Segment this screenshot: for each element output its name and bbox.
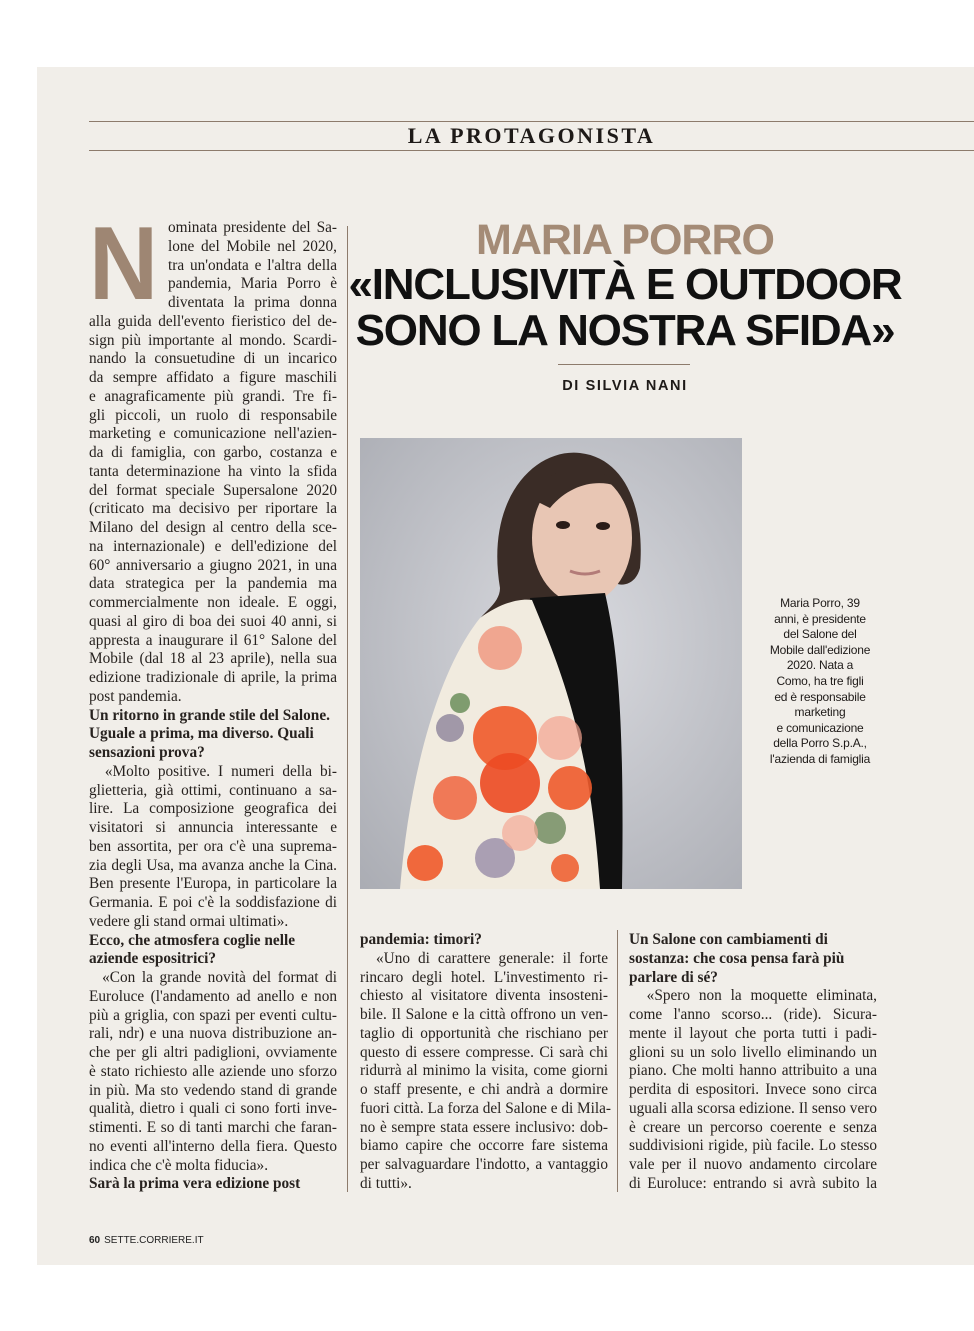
headline-kicker: MARIA PORRO (476, 216, 774, 264)
body-paragraph (89, 219, 337, 707)
photo-caption (755, 596, 885, 768)
text-line: ridurrà al minimo la visita, come giorni (360, 1062, 608, 1080)
portrait-photo (360, 438, 742, 889)
text-line: pandemia, Maria Porro è (168, 275, 337, 293)
body-paragraph (89, 969, 337, 1175)
caption-line: l'azienda di famiglia (769, 751, 871, 766)
body-paragraph (629, 987, 877, 1193)
caption-line: Como, ha tre figli (776, 673, 864, 688)
interview-question (89, 707, 337, 763)
text-line: no è sempre stata essere inclusivo: dob- (360, 1118, 608, 1136)
column-rule (347, 226, 348, 1192)
text-line: tra un'ondata e l'altra della (168, 256, 337, 274)
interview-question (629, 931, 877, 987)
text-line: no eventi all'interno della fiera. Questo (89, 1137, 337, 1155)
text-line: glioni su un solo livello eliminando un (629, 1043, 877, 1061)
page-number: 60 (89, 1235, 101, 1246)
text-line: taglio di opportunità che rischiano per (360, 1024, 608, 1042)
text-line: che per gli altri padiglioni, ovviamente (89, 1044, 337, 1061)
text-column-right (629, 931, 877, 1194)
text-line: Ecco, che atmosfera coglie nelle (89, 931, 296, 949)
text-line: diventata la prima donna (168, 294, 337, 311)
page-footer (89, 1235, 204, 1246)
body-paragraph (360, 949, 612, 1194)
text-line: chiesto al visitatore diventa insosteni- (360, 987, 608, 1005)
text-line: zia degli Usa, ma avanza anche la Cina. (89, 856, 337, 874)
headline-line: SONO LA NOSTRA SFIDA» (355, 306, 895, 355)
text-line: ben assortita, per ora c'è una suprema- (89, 837, 337, 855)
text-line: perdita di espositori. Invece sono circa (629, 1081, 877, 1098)
byline-divider (558, 364, 690, 365)
text-line: e anagraficamente più grandi. Tre fi- (89, 387, 337, 405)
caption-line: della Porro S.p.A., (773, 736, 867, 751)
text-line: 60° anniversario a giugno 2021, in una (89, 556, 337, 574)
caption-line: Maria Porro, 39 (780, 596, 860, 610)
text-line: rincaro degli hotel. L'investimento ri- (360, 968, 608, 986)
section-label: LA PROTAGONISTA (407, 123, 656, 148)
text-line: alla guida dell'evento fieristico del de- (89, 312, 337, 330)
text-line: in più. Ma sto vedendo stand di grande (89, 1081, 337, 1099)
text-line: nando la consuetudine di un incarico (89, 350, 337, 368)
text-line: lone del Mobile nel 2020, (168, 237, 337, 255)
text-line: «Molto positive. I numeri della bi- (89, 762, 337, 780)
text-line: vedere gli stand ormai ultimati». (89, 912, 289, 930)
text-line: Ben presente l'Europa, in particolare la (89, 875, 337, 893)
text-line: mente il layout che porta tutti i padi- (629, 1024, 877, 1042)
text-line: commercialmente non ideale. E oggi, (89, 594, 337, 611)
text-line: Germania. E poi c'è la soddisfazione di (89, 894, 337, 911)
text-line: lire. La composizione geografica dei (89, 800, 337, 818)
text-line: stimenti. E so di tanti marchi che faran- (89, 1119, 337, 1136)
text-line: Uguale a prima, ma diverso. Quali (89, 725, 314, 743)
text-line: suddivisioni rigide, più facile. Lo stesso (629, 1137, 877, 1155)
column-rule (617, 930, 618, 1192)
text-line: Sarà la prima vera edizione post (89, 1175, 301, 1193)
text-line: del format speciale Supersalone 2020 (89, 481, 337, 499)
text-line: di tutti». (360, 1174, 412, 1192)
text-line: bile. Il Salone e la città offrono un ven- (360, 1006, 608, 1023)
text-line: uguali alla scorsa edizione. Il senso vero (629, 1099, 877, 1117)
byline: DI SILVIA NANI (562, 378, 688, 394)
text-line: Mobile (dal 18 al 23 aprile), nella sua (89, 650, 337, 668)
text-line: sign più importante al mondo. Scardi- (89, 331, 337, 349)
text-line: Milano del design al centro della sce- (89, 519, 337, 536)
text-line: vale per il nuovo andamento circolare (629, 1156, 877, 1173)
text-line: (criticato ma decisivo per riportare la (89, 500, 337, 518)
text-line: ominata presidente del Sa- (168, 219, 337, 236)
caption-line: 2020. Nata a (786, 658, 854, 673)
headline (340, 262, 910, 354)
text-line: data strategica per la pandemia ma (89, 575, 337, 593)
text-line: aziende espositrici? (89, 950, 217, 968)
caption-line: marketing (794, 705, 846, 720)
text-line: Un Salone con cambiamenti di (629, 931, 828, 948)
interview-question (360, 931, 608, 950)
text-line: pandemia: timori? (360, 931, 482, 948)
text-line: quasi al giro di boa dei suoi 40 anni, si (89, 612, 337, 630)
text-line: fuori città. La forza del Salone e di Mila- (360, 1099, 612, 1117)
caption-line: Mobile dall'edizione (769, 642, 871, 657)
text-line: post pandemia. (89, 687, 182, 705)
interview-question (89, 932, 337, 970)
text-line: edizione tradizionale di aprile, la prima (89, 669, 337, 686)
text-line: più a griglia, con spazi per eventi cultu- (89, 1006, 337, 1024)
text-line: è stato richiesto alle aziende uno sforzo (89, 1062, 337, 1080)
text-line: glietteria, già ottimi, continuano a sa- (89, 781, 337, 799)
drop-cap: N (89, 206, 159, 322)
caption-line: anni, è presidente (774, 611, 866, 626)
text-line: na internazionale) e dell'edizione del (89, 537, 337, 555)
text-line: di Euroluce: entrando si avrà subito la (629, 1174, 877, 1192)
site-url: SETTE.CORRIERE.IT (104, 1235, 204, 1246)
text-line: piano. Che molti hanno attribuito a una (629, 1062, 877, 1080)
text-line: appresta a inaugurare il 61° Salone del (89, 631, 337, 649)
text-line: Euroluce (l'andamento ad anello e non (89, 987, 337, 1005)
text-line: come l'anno scorso... (ride). Sicura- (629, 1006, 877, 1023)
text-line: «Uno di carattere generale: il forte (360, 949, 608, 967)
section-header (89, 121, 974, 151)
text-line: tanta determinazione ha vinto la sfida (89, 462, 337, 480)
text-line: marketing e comunicazione nell'azien- (89, 425, 337, 443)
text-line: «Spero non la moquette eliminata, (629, 987, 877, 1005)
text-line: da sempre affidato a figure maschili (89, 369, 337, 386)
text-line: è creare un percorso coerente e senza (629, 1118, 877, 1136)
text-line: Un ritorno in grande stile del Salone. (89, 706, 330, 724)
text-line: questo di essere compresse. Ci sarà chi (360, 1043, 608, 1061)
text-line: indica che c'è molta fiducia». (89, 1156, 269, 1174)
text-line: per salvaguardare l'indotto, a vantaggio (360, 1156, 608, 1173)
text-line: biamo capire che occorre fare sistema (360, 1137, 608, 1155)
text-line: «Con la grande novità del format di (89, 969, 337, 986)
caption-line: del Salone del (783, 627, 857, 642)
text-line: gli piccoli, un ruolo di responsabile (89, 406, 337, 424)
text-line: qualità, dietro i quali ci sono forti inve- (89, 1100, 337, 1118)
text-line: rali, ndr) e una nuova distribuzione an- (89, 1025, 337, 1043)
text-line: visitatori si annuncia interessante e (89, 819, 337, 836)
caption-line: e comunicazione (776, 720, 864, 735)
text-line: sostanza: che cosa pensa farà più (629, 949, 845, 967)
interview-question (89, 1175, 337, 1194)
text-column-left (89, 219, 337, 1194)
text-line: sensazioni prova? (89, 744, 205, 761)
headline-line: «INCLUSIVITÀ E OUTDOOR (348, 260, 902, 309)
text-line: parlare di sé? (629, 968, 718, 986)
caption-line: ed è responsabile (774, 689, 866, 704)
text-line: o staff presente, e chi andrà a dormire (360, 1081, 608, 1098)
text-column-middle (360, 931, 612, 1194)
text-line: da di famiglia, con garbo, costanza e (89, 444, 337, 461)
body-paragraph (89, 763, 337, 932)
